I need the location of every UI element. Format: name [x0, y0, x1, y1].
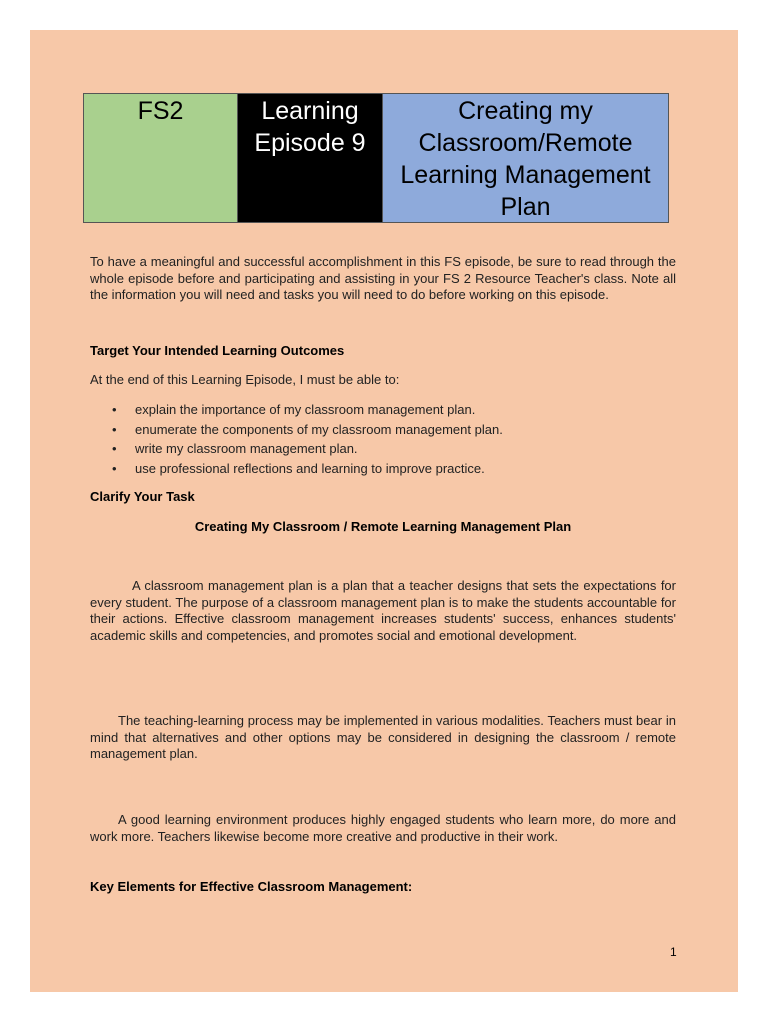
list-item: • write my classroom management plan. [90, 439, 676, 459]
outcomes-list [90, 400, 676, 478]
task-title: Creating My Classroom / Remote Learning Management Plan [194, 519, 572, 534]
outcomes-lead: At the end of this Learning Episode, I must be able to: [90, 372, 400, 387]
episode-header-table [83, 93, 669, 223]
course-code-cell: FS2 [84, 94, 238, 222]
list-item: • enumerate the components of my classroom management plan. [90, 420, 676, 440]
list-item: • use professional reflections and learning to improve practice. [90, 459, 676, 479]
paragraph-classroom-plan: A classroom management plan is a plan that a teacher designs that sets the expectations for every student. The purpose of a classroom management plan is to make the students accountable for their actions. Effective classroom management increases students' success, enhances students' academic skills and competencies, and promotes social and emotional development. [90, 578, 676, 643]
task-heading: Clarify Your Task [90, 489, 195, 504]
outcomes-heading: Target Your Intended Learning Outcomes [90, 343, 345, 358]
page-number: 1 [670, 945, 677, 959]
episode-number-cell: Learning Episode 9 [238, 94, 383, 222]
paragraph-teaching-learning: The teaching-learning process may be implemented in various modalities. Teachers must bear in mind that alternatives and other options may be considered in designing the classroom / remote management plan. [90, 713, 676, 761]
paragraph-learning-environment: A good learning environment produces highly engaged students who learn more, do more and work more. Teachers likewise become more creative and productive in their work. [90, 812, 676, 844]
episode-title-cell: Creating my Classroom/Remote Learning Management Plan [383, 94, 668, 222]
list-item: • explain the importance of my classroom management plan. [90, 400, 676, 420]
intro-paragraph: To have a meaningful and successful accomplishment in this FS episode, be sure to read through the whole episode before and participating and assisting in your FS 2 Resource Teacher's class. Note all the information you will need and tasks you will need to do before working on this episode. [90, 254, 676, 302]
document-page [30, 30, 738, 992]
key-elements-heading: Key Elements for Effective Classroom Management: [90, 879, 413, 894]
